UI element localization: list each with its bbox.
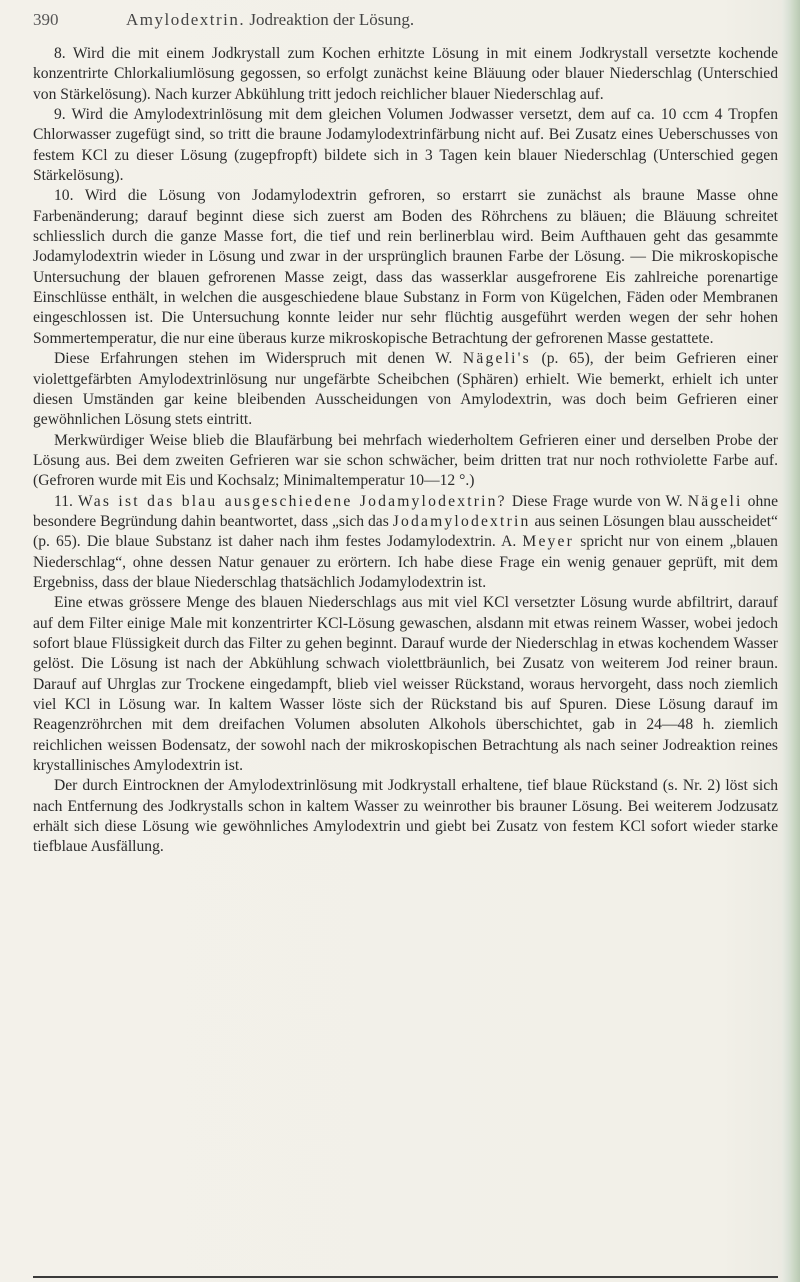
paragraph-12: Eine etwas grössere Menge des blauen Niederschlags aus mit viel KCl versetzter Lösung wurde abfiltrirt, darauf auf dem Filter einige Male mit konzentrirter KCl-Lösung gewaschen, alsdann mit etwas reinem Wasser, wobei jedoch sofort blaue Flüssigkeit durch das Filter zu gehen beginnt. Darauf wurde der Niederschlag in etwas kochendem Wasser gelöst. Die Lösung ist nach der Abkühlung schwach violettbräunlich, bei Zusatz von weiterem Jod reiner braun. Darauf auf Uhrglas zur Trockene eingedampft, blieb viel weisser Rückstand, woraus hervorgeht, dass noch ziemlich viel KCl in Lösung war. In kaltem Wasser löste sich der Rückstand bis auf Spuren. Diese Lösung darauf im Reagenzröhrchen mit dem dreifachen Volumen absoluten Alkohols überschichtet, gab in 24—48 h. ziemlich reichlichen weissen Bodensatz, der sowohl nach der mikroskopischen Betrachtung als nach seiner Jodreaktion reines krystallinisches Amylodextrin ist. bbox=[33, 594, 778, 775]
paragraph-10-naegeli bbox=[33, 349, 778, 430]
author-name: Nägeli bbox=[687, 492, 743, 510]
page-body bbox=[33, 44, 778, 858]
emphasized-term: Jodamylodextrin bbox=[392, 512, 531, 530]
text-segment: spricht nur von einem „blauen Niederschlag“, ohne dessen Natur genauer zu erörtern. Ich habe diese Frage ein wenig genauer geprüft, mit dem Ergebniss, dass der blaue Niederschlag thatsächlich Jodamylodextrin ist. bbox=[33, 533, 778, 591]
text-segment: aus seinen Lösungen blau ausscheidet“ (p. 65). Die blaue Substanz ist daher nach ihm festes Jodamylodextrin. A. bbox=[33, 512, 778, 551]
text-segment: (p. 65), der beim Gefrieren einer violettgefärbten Amylodextrinlösung nur ungefärbte Scheibchen (Sphären) erhielt. Wie bemerkt, erhielt ich unter diesen Umständen gar keine bleibenden Ausscheidungen von Amylodextrin, was doch beim Gefrieren einer gewöhnlichen Lösung stets eintritt. bbox=[33, 350, 778, 429]
paragraph-13: Der durch Eintrocknen der Amylodextrinlösung mit Jodkrystall erhaltene, tief blaue Rückstand (s. Nr. 2) löst sich nach Entfernung des Jodkrystalls schon in kaltem Wasser zu weinrother bis brauner Lösung. Bei weiterem Jodzusatz erhält sich diese Lösung wie gewöhnliches Amylodextrin und giebt bei Zusatz von festem KCl sofort wieder starke tiefblaue Ausfällung. bbox=[33, 777, 778, 856]
running-title bbox=[126, 10, 414, 30]
paragraph-10: 10. Wird die Lösung von Jodamylodextrin gefroren, so erstarrt sie zunächst als braune Masse ohne Farbenänderung; darauf beginnt diese sich zuerst am Boden des Röhrchens zu bläuen; die Bläuung schreitet schliesslich durch die ganze Masse fort, die tief und rein berlinerblau wird. Beim Aufthauen geht das gesammte Jodamylodextrin wieder in Lösung und zwar in der ursprünglich braunen Farbe der Lösung. — Die mikroskopische Untersuchung der blauen gefrorenen Masse zeigt, dass das wasserklar ausgefrorene Eis zahlreiche porenartige Einschlüsse enthält, in welchen die ausgeschiedene blaue Substanz in Form von Kügelchen, Fäden oder Membranen eingeschlossen ist. Die Untersuchung konnte leider nur sehr flüchtig ausgeführt werden wegen der sehr hohen Sommertemperatur, die nur eine überaus kurze mikroskopische Betrachtung der gefrorenen Masse gestattete. bbox=[33, 187, 778, 347]
paragraph-11 bbox=[33, 492, 778, 594]
text-segment: ohne besondere Begründung dahin beantwortet, dass „sich das bbox=[33, 492, 778, 530]
author-name: Meyer bbox=[522, 533, 575, 551]
bottom-rule bbox=[33, 1276, 778, 1278]
paragraph-8: 8. Wird die mit einem Jodkrystall zum Kochen erhitzte Lösung in mit einem Jodkrystall versetzte kochende konzentrirte Chlorkaliumlösung gegossen, so erfolgt zunächst keine Bläuung oder blauer Niederschlag (Unterschied von Stärkelösung). Nach kurzer Abkühlung tritt jedoch reichlicher blauer Niederschlag auf. bbox=[33, 45, 778, 103]
running-title-subject: Amylodextrin. bbox=[126, 10, 246, 29]
author-name: Nägeli's bbox=[462, 350, 531, 368]
page-number: 390 bbox=[33, 10, 59, 29]
text-segment: Diese Erfahrungen stehen im Widerspruch mit denen W. bbox=[54, 350, 453, 368]
running-title-topic: Jodreaktion der Lösung. bbox=[249, 10, 415, 29]
section-heading: Was ist das blau ausgeschiedene Jodamylodextrin? bbox=[78, 492, 507, 510]
text-segment: Diese Frage wurde von W. bbox=[511, 492, 683, 510]
section-number: 11. bbox=[54, 492, 73, 510]
paragraph-9: 9. Wird die Amylodextrinlösung mit dem gleichen Volumen Jodwasser versetzt, dem auf ca. 10 ccm 4 Tropfen Chlorwasser zugefügt sind, so tritt die braune Jodamylodextrinfärbung nicht auf. Bei Zusatz eines Ueberschusses von festem KCl zu dieser Lösung (zugepfropft) bildete sich in 3 Tagen kein blauer Niederschlag (Unterschied gegen Stärkelösung). bbox=[33, 106, 778, 185]
running-header bbox=[33, 10, 773, 32]
page-edge-shadow bbox=[782, 0, 800, 1282]
paragraph-10-freezing: Merkwürdiger Weise blieb die Blaufärbung bei mehrfach wiederholtem Gefrieren einer und derselben Probe der Lösung aus. Bei dem zweiten Gefrieren war sie schon schwächer, beim dritten trat nur noch rothviolette Farbe auf. (Gefroren wurde mit Eis und Kochsalz; Minimaltemperatur 10—12 °.) bbox=[33, 431, 778, 490]
